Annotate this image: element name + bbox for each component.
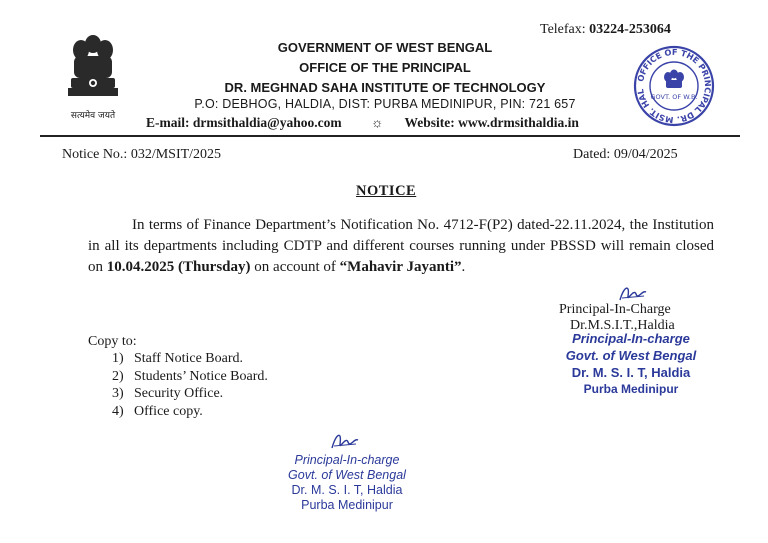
telefax-number: 03224-253064 bbox=[589, 22, 671, 37]
website-text: Website: www.drmsithaldia.in bbox=[404, 115, 579, 130]
header-institute: DR. MEGHNAD SAHA INSTITUTE OF TECHNOLOGY bbox=[224, 80, 546, 95]
official-stamp-2 bbox=[282, 453, 412, 513]
seal-center-text: GOVT. OF W.B. bbox=[650, 93, 698, 101]
header-office: OFFICE OF THE PRINCIPAL bbox=[299, 60, 471, 75]
header-government: GOVERNMENT OF WEST BENGAL bbox=[277, 40, 493, 55]
stamp-line-4: Purba Medinipur bbox=[583, 382, 679, 396]
occasion-name: “Mahavir Jayanti” bbox=[339, 259, 462, 275]
list-item: 2) Students’ Notice Board. bbox=[112, 368, 268, 384]
header-address: P.O: DEBHOG, HALDIA, DIST: PURBA MEDINIPUR, PIN: 721 657 bbox=[194, 97, 576, 111]
notice-number: Notice No.: 032/MSIT/2025 bbox=[62, 147, 222, 162]
stamp-line-2: Govt. of West Bengal bbox=[565, 348, 697, 363]
official-stamp bbox=[556, 330, 706, 398]
stamp2-line-2: Govt. of West Bengal bbox=[288, 468, 406, 482]
list-item: 1) Staff Notice Board. bbox=[112, 351, 243, 366]
notice-title: NOTICE bbox=[356, 183, 417, 199]
closure-date: 10.04.2025 (Thursday) bbox=[106, 259, 251, 275]
stamp2-line-4: Purba Medinipur bbox=[301, 498, 393, 512]
contact-line bbox=[146, 115, 579, 131]
notice-body bbox=[88, 215, 714, 278]
list-item: 4) Office copy. bbox=[112, 403, 203, 419]
emblem-motto: सत्यमेव जयते bbox=[70, 111, 116, 121]
stamp2-line-1: Principal-In-charge bbox=[294, 453, 400, 467]
copy-to-label: Copy to: bbox=[88, 334, 137, 349]
notice-body-text-2: on account of bbox=[250, 259, 340, 275]
stamp-line-1: Principal-In-charge bbox=[572, 331, 690, 346]
email-text: E-mail: drmsithaldia@yahoo.com bbox=[146, 115, 342, 130]
telefax-label: Telefax: bbox=[540, 22, 586, 37]
list-item: 3) Security Office. bbox=[112, 386, 224, 401]
sun-icon: ☼ bbox=[370, 115, 384, 130]
stamp-line-3: Dr. M. S. I. T, Haldia bbox=[571, 365, 691, 380]
notice-body-end: . bbox=[461, 259, 466, 275]
signature-institution: Dr.M.S.I.T.,Haldia bbox=[570, 318, 675, 333]
seal-ring-text: OFFICE OF THE PRINCIPAL DR. MSIT. HAL bbox=[635, 46, 714, 126]
notice-date: Dated: 09/04/2025 bbox=[573, 147, 678, 162]
copy-to-list bbox=[112, 350, 268, 420]
telefax-line bbox=[540, 22, 671, 38]
signature-title: Principal-In-Charge bbox=[559, 302, 671, 317]
header-divider bbox=[40, 135, 740, 137]
notice-body-text: In terms of Finance Department’s Notification No. 4712-F(P2) dated-22.11.2024, the Institution in all its departments including CDTP and different courses running under PBSSD will remain closed on bbox=[88, 217, 714, 275]
office-seal-icon bbox=[632, 44, 716, 128]
stamp2-line-3: Dr. M. S. I. T, Haldia bbox=[291, 483, 403, 497]
